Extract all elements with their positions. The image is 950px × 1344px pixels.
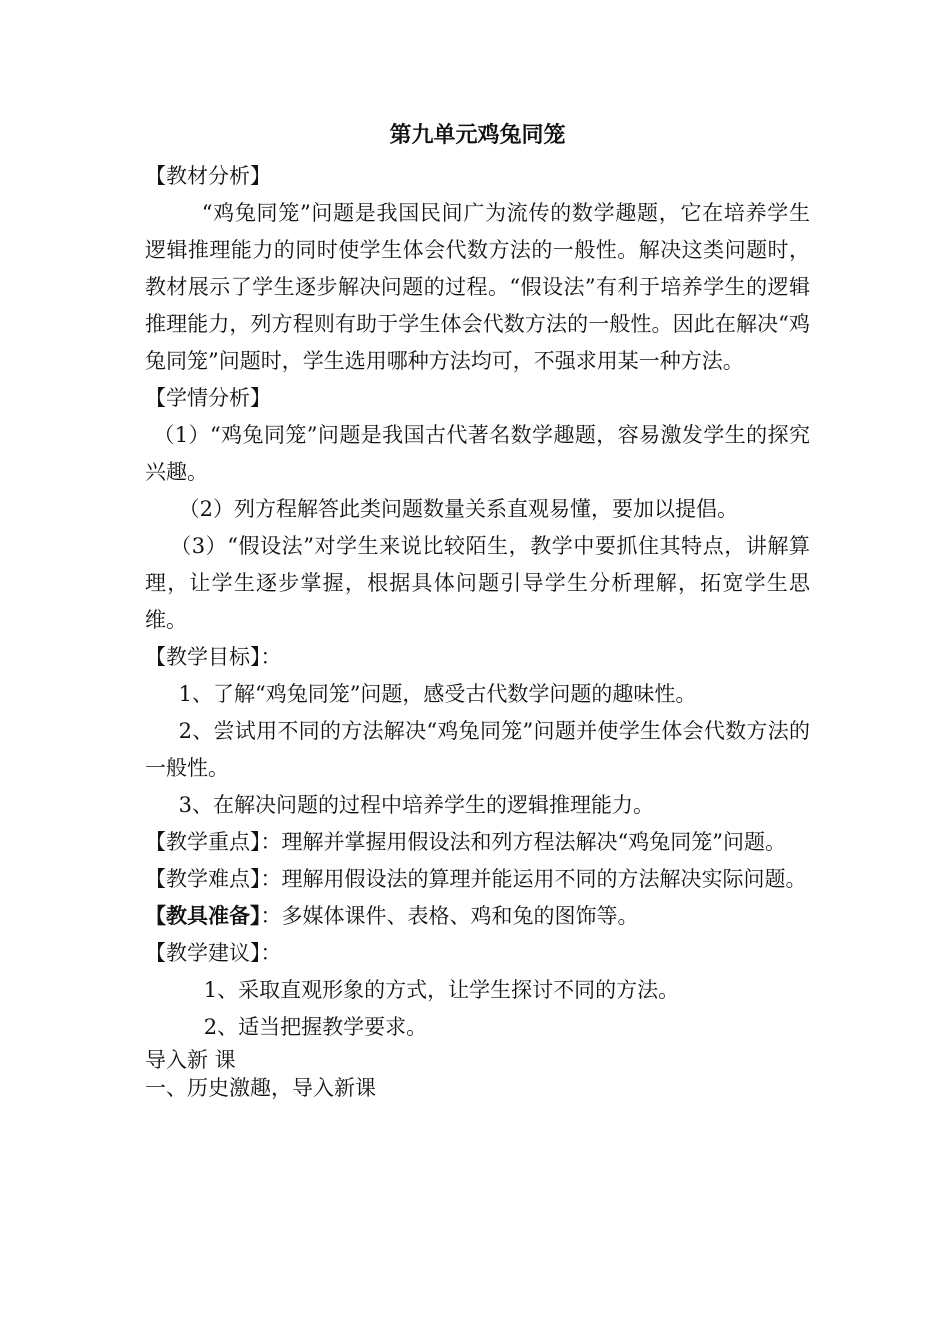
key-point-text: ：理解并掌握用假设法和列方程法解决“鸡兔同笼”问题。 [260, 830, 786, 854]
suggestion-item-1: 1、采取直观形象的方式，让学生探讨不同的方法。 [203, 978, 680, 1002]
suggestion-item-2: 2、适当把握教学要求。 [203, 1015, 428, 1039]
learner-item-3: （3）“假设法”对学生来说比较陌生，教学中要抓住其特点，讲解算理，让学生逐步掌握，根据具体问题引导学生分析理解，拓宽学生思维。 [145, 534, 810, 632]
document-title: 第九单元鸡兔同笼 [389, 123, 566, 148]
learner-item-1: （1）“鸡兔同笼”问题是我国古代著名数学趣题，容易激发学生的探究兴趣。 [145, 423, 810, 484]
section-heading-material: 【教材分析】 [145, 164, 271, 188]
document-page [145, 118, 810, 1102]
goal-item-2: 2、尝试用不同的方法解决“鸡兔同笼”问题并使学生体会代数方法的一般性。 [145, 719, 810, 780]
intro-line-1: 导入新 课 [145, 1048, 236, 1072]
key-point-label: 【教学重点】 [145, 830, 261, 854]
difficulty-text: ：理解用假设法的算理并能运用不同的方法解决实际问题。 [260, 867, 807, 891]
intro-line-2: 一、历史激趣，导入新课 [145, 1076, 376, 1100]
material-paragraph: “鸡兔同笼”问题是我国民间广为流传的数学趣题，它在培养学生逻辑推理能力的同时使学生体会代数方法的一般性。解决这类问题时，教材展示了学生逐步解决问题的过程。“假设法”有利于培养学生的逻辑推理能力，列方程则有助于学生体会代数方法的一般性。因此在解决“鸡兔同笼”问题时，学生选用哪种方法均可，不强求用某一种方法。 [145, 201, 810, 373]
section-heading-learner: 【学情分析】 [145, 386, 271, 410]
difficulty-point [145, 861, 810, 898]
goal-item-3: 3、在解决问题的过程中培养学生的逻辑推理能力。 [178, 793, 654, 817]
difficulty-label: 【教学难点】 [145, 867, 261, 891]
section-heading-goals: 【教学目标】： [145, 645, 282, 669]
goal-item-1: 1、了解“鸡兔同笼”问题，感受古代数学问题的趣味性。 [178, 682, 697, 706]
teaching-tools-label: 【教具准备】 [145, 904, 261, 928]
key-point [145, 824, 810, 861]
teaching-tools-text: ：多媒体课件、表格、鸡和兔的图饰等。 [260, 904, 639, 928]
teaching-tools [145, 898, 810, 935]
section-heading-suggestions: 【教学建议】： [145, 941, 282, 965]
learner-item-2: （2）列方程解答此类问题数量关系直观易懂，要加以提倡。 [178, 497, 738, 521]
